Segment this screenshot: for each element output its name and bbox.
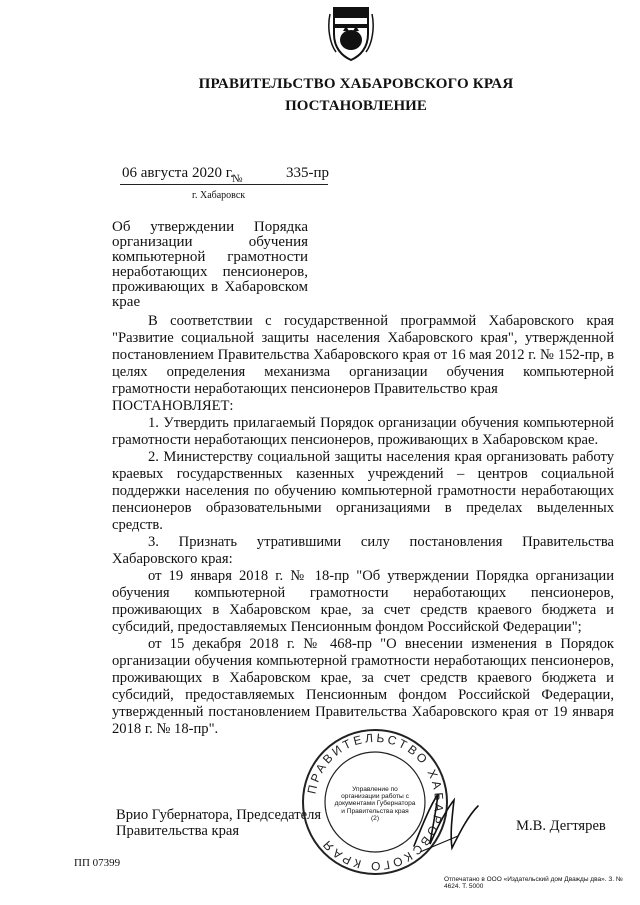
document-city: г. Хабаровск: [192, 190, 246, 201]
position-line-1: Врио Губернатора, Председателя: [116, 807, 322, 823]
signatory-position: [116, 807, 321, 839]
coat-of-arms-emblem: [328, 4, 374, 62]
item-3: 3. Признать утратившими силу постановления Правительства Хабаровского края:: [112, 534, 614, 567]
item-1: 1. Утвердить прилагаемый Порядок организации обучения компьютерной грамотности неработающих пенсионеров, проживающих в Хабаровском крае.: [112, 415, 614, 448]
stamp-center-text: Управление по организации работы с документами Губернатора и Правительства края: [334, 786, 416, 815]
preamble-paragraph: В соответствии с государственной программой Хабаровского края "Развитие социальной защиты населения Хабаровского края", утвержденной постановлением Правительства Хабаровского края от 16 мая 2012 г. № 152-пр, в целях определения механизма организации обучения компьютерной грамотности неработающих пенсионеров Правительство края: [112, 313, 614, 397]
date-underline: [120, 184, 328, 185]
document-number: 335-пр: [286, 165, 330, 181]
item-3b: от 15 декабря 2018 г. № 468-пр "О внесении изменения в Порядок организации обучения компьютерной грамотности неработающих пенсионеров, проживающих в Хабаровском крае, за счет средств краевого бюджета и субсидий, предоставляемых Пенсионным фондом Российской Федерации, утвержденный постановлением Правительства Хабаровского края от 19 января 2018 г. № 18-пр".: [112, 636, 614, 737]
footer-code: ПП 07399: [74, 857, 121, 869]
stamp-center: [334, 786, 416, 822]
footer-printer: Отпечатано в ООО «Издательский дом Дважды два». З. № 4624. Т. 5000: [444, 876, 623, 890]
position-line-2: Правительства края: [116, 823, 240, 839]
handwritten-signature: [408, 786, 486, 858]
decree-word: ПОСТАНОВЛЯЕТ:: [112, 398, 234, 414]
stamp-ring-text: ПРАВИТЕЛЬСТВО ХАБАРОВСКОГО КРАЯ: [304, 730, 447, 874]
government-title: ПРАВИТЕЛЬСТВО ХАБАРОВСКОГО КРАЯ: [198, 76, 514, 92]
document-date: 06 августа 2020 г.: [122, 165, 234, 181]
signatory-name: М.В. Дегтярев: [516, 818, 606, 834]
item-3a: от 19 января 2018 г. № 18-пр "Об утверждении Порядка организации обучения компьютерной грамотности неработающих пенсионеров, проживающих в Хабаровском крае, за счет средств краевого бюджета и субсидий, предоставляемых Пенсионным фондом Российской Федерации";: [112, 568, 614, 635]
stamp-number: (2): [370, 814, 380, 822]
number-label: №: [232, 173, 243, 185]
item-2: 2. Министерству социальной защиты населения края организовать работу краевых государственных казенных учреждений – центров социальной поддержки населения по обучению компьютерной грамотности неработающих пенсионеров образовательными организациями в пределах выделенных средств.: [112, 449, 614, 533]
document-type: ПОСТАНОВЛЕНИЕ: [285, 98, 427, 114]
document-subject: Об утверждении Порядка организации обучения компьютерной грамотности неработающих пенсионеров, проживающих в Хабаровском крае: [112, 219, 308, 310]
document-body: [112, 313, 614, 738]
